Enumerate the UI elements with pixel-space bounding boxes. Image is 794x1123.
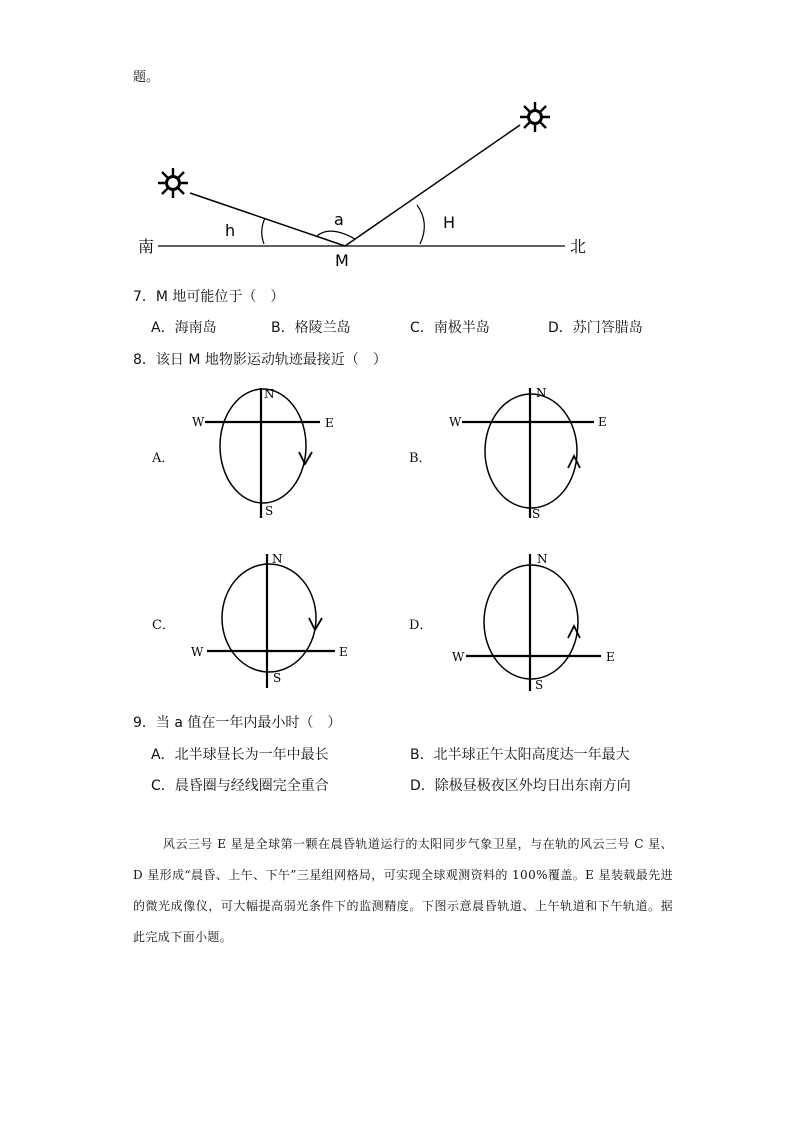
left-sun-ray — [190, 193, 345, 246]
label-angle-a: a — [334, 210, 344, 229]
angle-H-arc — [417, 205, 424, 244]
q9-option-d[interactable]: D．除极昼极夜区外均日出东南方向 — [410, 778, 631, 794]
q8-option-a-figure[interactable] — [185, 382, 345, 522]
q8-option-d-label[interactable]: D． — [409, 618, 433, 633]
q8-option-c-figure[interactable] — [185, 548, 355, 690]
q7-option-d[interactable]: D．苏门答腊岛 — [548, 320, 643, 336]
label-e: E — [325, 416, 334, 430]
label-n: N — [272, 552, 283, 566]
q8-stem: 8．该日 M 地物影运动轨迹最接近（ ） — [133, 352, 387, 368]
q8-option-d-figure[interactable] — [444, 548, 624, 693]
q9-option-c[interactable]: C．晨昏圈与经线圈完全重合 — [151, 778, 329, 794]
label-south: 南 — [138, 237, 155, 256]
q7-stem: 7．M 地可能位于（ ） — [133, 289, 285, 305]
label-n: N — [537, 552, 548, 566]
label-e: E — [606, 650, 615, 664]
label-north: 北 — [570, 237, 587, 256]
label-angle-H: H — [443, 213, 456, 232]
q8-option-b-figure[interactable] — [444, 382, 614, 522]
label-n: N — [536, 386, 547, 400]
label-point-m: M — [335, 251, 349, 270]
sun-icon-left — [158, 168, 188, 198]
sun-icon-right — [520, 102, 550, 132]
label-w: W — [449, 415, 462, 429]
sun-altitude-diagram — [130, 95, 600, 275]
q9-option-b[interactable]: B．北半球正午太阳高度达一年最大 — [410, 747, 630, 763]
label-n: N — [264, 387, 275, 401]
q9-option-a[interactable]: A．北半球昼长为一年中最长 — [151, 747, 329, 763]
label-e: E — [339, 645, 348, 659]
counterclockwise-arrow-icon — [568, 456, 580, 468]
label-w: W — [191, 645, 204, 659]
top-fragment: 题。 — [133, 70, 160, 85]
label-s: S — [535, 678, 544, 692]
q8-option-a-label[interactable]: A． — [152, 451, 175, 466]
q7-option-a[interactable]: A．海南岛 — [151, 320, 217, 336]
q9-stem: 9．当 a 值在一年内最小时（ ） — [133, 715, 342, 731]
label-s: S — [273, 671, 282, 685]
q7-option-b[interactable]: B．格陵兰岛 — [271, 320, 351, 336]
label-w: W — [192, 415, 205, 429]
right-sun-ray — [345, 125, 520, 246]
label-angle-h: h — [225, 221, 236, 240]
label-w: W — [452, 650, 465, 664]
angle-h-arc — [262, 218, 265, 244]
label-s: S — [532, 507, 541, 521]
passage-text: 风云三号 E 星是全球第一颗在晨昏轨道运行的太阳同步气象卫星，与在轨的风云三号 C 星、D 星形成“晨昏、上午、下午”三星组网格局，可实现全球观测资料的 100%覆盖。E 星装载最先进的微光成像仪，可大幅提高弱光条件下的监测精度。下图示意晨昏轨道、上午轨道和下午轨道。据此完成下面小题。 — [133, 837, 673, 944]
q8-option-c-label[interactable]: C． — [152, 618, 175, 633]
q7-option-c[interactable]: C．南极半岛 — [410, 320, 490, 336]
label-e: E — [598, 415, 607, 429]
label-s: S — [265, 504, 274, 518]
q8-option-b-label[interactable]: B． — [409, 451, 432, 466]
